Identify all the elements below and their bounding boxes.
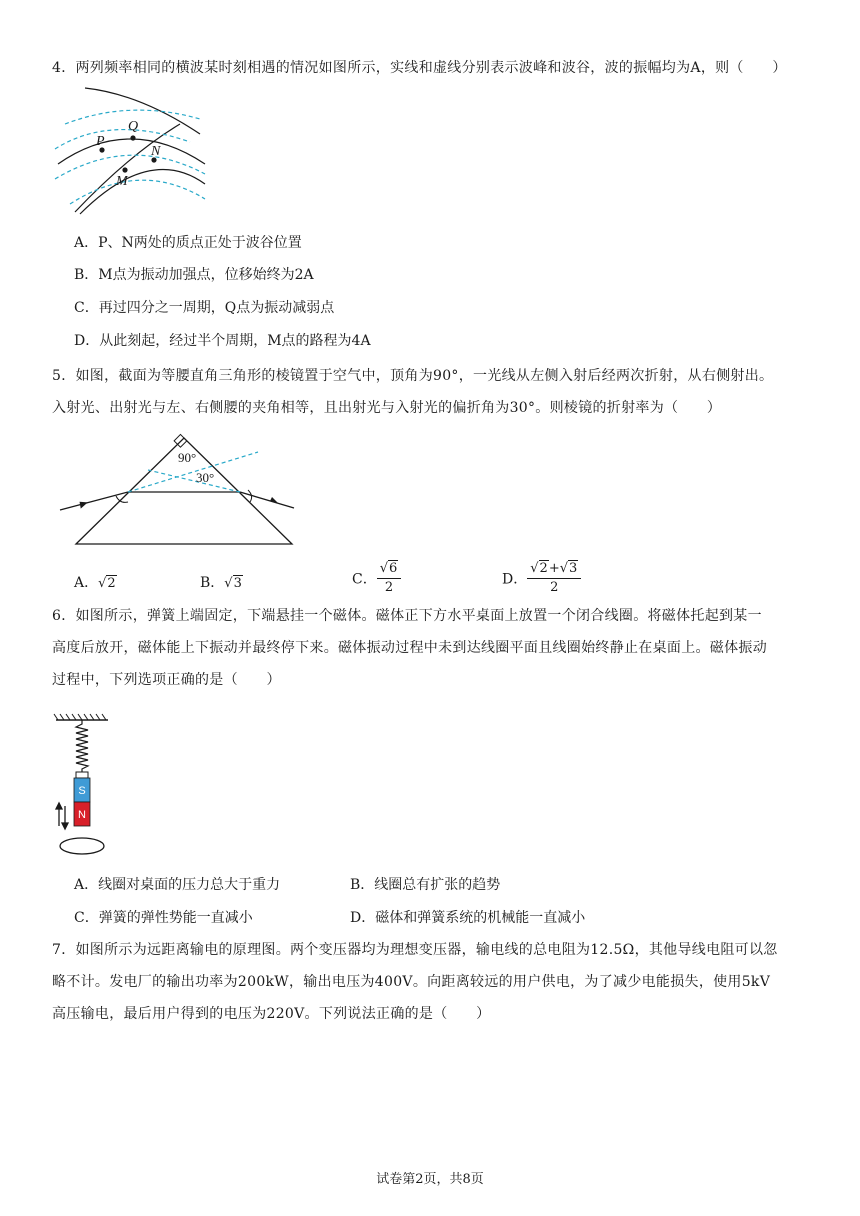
q4-option-d[interactable]: D．从此刻起，经过半个周期，M点的路程为4A [74,333,371,349]
trough-line-4 [70,180,205,204]
q5-prism-figure [58,432,298,552]
question-4-stem [52,52,812,84]
q6-spring-magnet-figure [50,712,120,860]
question-6-stem [52,600,812,696]
down-arrow-head [62,823,68,829]
apex-angle-label: 90° [178,450,197,465]
magnet-N-label: N [78,809,86,821]
q4-stem-text: 4．两列频率相同的横波某时刻相遇的情况如图所示，实线和虚线分别表示波峰和波谷，波的振幅均为A，则（ ） [52,60,787,76]
q7-stem-line2: 略不计。发电厂的输出功率为200kW，输出电压为400V。向距离较远的用户供电，为了减少电能损失，使用5kV [52,974,771,990]
trough-line-3 [55,155,205,179]
question-7-stem [52,934,812,1030]
q4-option-c[interactable]: C．再过四分之一周期，Q点为振动减弱点 [74,300,335,316]
q6-option-a[interactable]: A．线圈对桌面的压力总大于重力 [74,877,281,893]
q4-wave-figure [50,84,210,220]
label-Q: Q [128,119,139,134]
crest-line-3 [75,124,180,212]
page-footer: 试卷第2页，共8页 [376,1172,484,1187]
magnet-S-label: S [78,785,86,797]
q6-stem-line2: 高度后放开，磁体能上下振动并最终停下来。磁体振动过程中未到达线圈平面且线圈始终静止在桌面上。磁体振动 [52,640,767,656]
q5-option-b[interactable]: B．√3 [200,575,242,591]
label-M: M [116,174,128,189]
q4-option-b[interactable]: B．M点为振动加强点，位移始终为2A [74,267,314,283]
deviation-angle-label: 30° [196,470,215,485]
crest-line-4 [80,169,205,214]
spring [76,720,88,778]
incident-arrow [80,500,89,508]
question-5-stem [52,360,812,424]
up-arrow-head [56,803,62,809]
label-N: N [151,144,161,159]
q5-stem-line2: 入射光、出射光与左、右侧腰的夹角相等，且出射光与入射光的偏折角为30°。则棱镜的折射率为（ ） [52,400,722,416]
q6-option-b[interactable]: B．线圈总有扩张的趋势 [350,877,501,893]
incident-ray [60,492,128,510]
closed-coil [60,838,104,854]
q6-option-c[interactable]: C．弹簧的弹性势能一直减小 [74,910,253,926]
q4-option-a[interactable]: A．P、N两处的质点正处于波谷位置 [74,235,302,251]
q7-stem-line3: 高压输电，最后用户得到的电压为220V。下列说法正确的是（ ） [52,1006,491,1022]
q7-stem-line1: 7．如图所示为远距离输电的原理图。两个变压器均为理想变压器，输电线的总电阻为12.5Ω，其他导线电阻可以忽 [52,942,778,958]
point-M [122,167,127,172]
angle-arc-right [248,490,252,502]
magnet-top-cap [76,772,88,778]
q6-stem-line1: 6．如图所示，弹簧上端固定，下端悬挂一个磁体。磁体正下方水平桌面上放置一个闭合线圈。将磁体托起到某一 [52,608,762,624]
crest-line-1 [85,88,200,134]
q5-option-c[interactable]: C． $\frac{√6}{2}$ [352,560,401,597]
q5-option-a[interactable]: A．√2 [74,575,116,591]
point-Q [130,135,135,140]
q6-stem-line3: 过程中，下列选项正确的是（ ） [52,672,281,688]
exit-ray [240,492,294,508]
label-P: P [96,134,105,149]
q5-option-d[interactable]: D． $\frac{√2+√3}{2}$ [502,560,581,597]
q5-stem-line1: 5．如图，截面为等腰直角三角形的棱镜置于空气中，顶角为90°，一光线从左侧入射后经两次折射，从右侧射出。 [52,368,774,384]
crest-line-2 [58,139,205,164]
q6-option-d[interactable]: D．磁体和弹簧系统的机械能一直减小 [350,910,586,926]
